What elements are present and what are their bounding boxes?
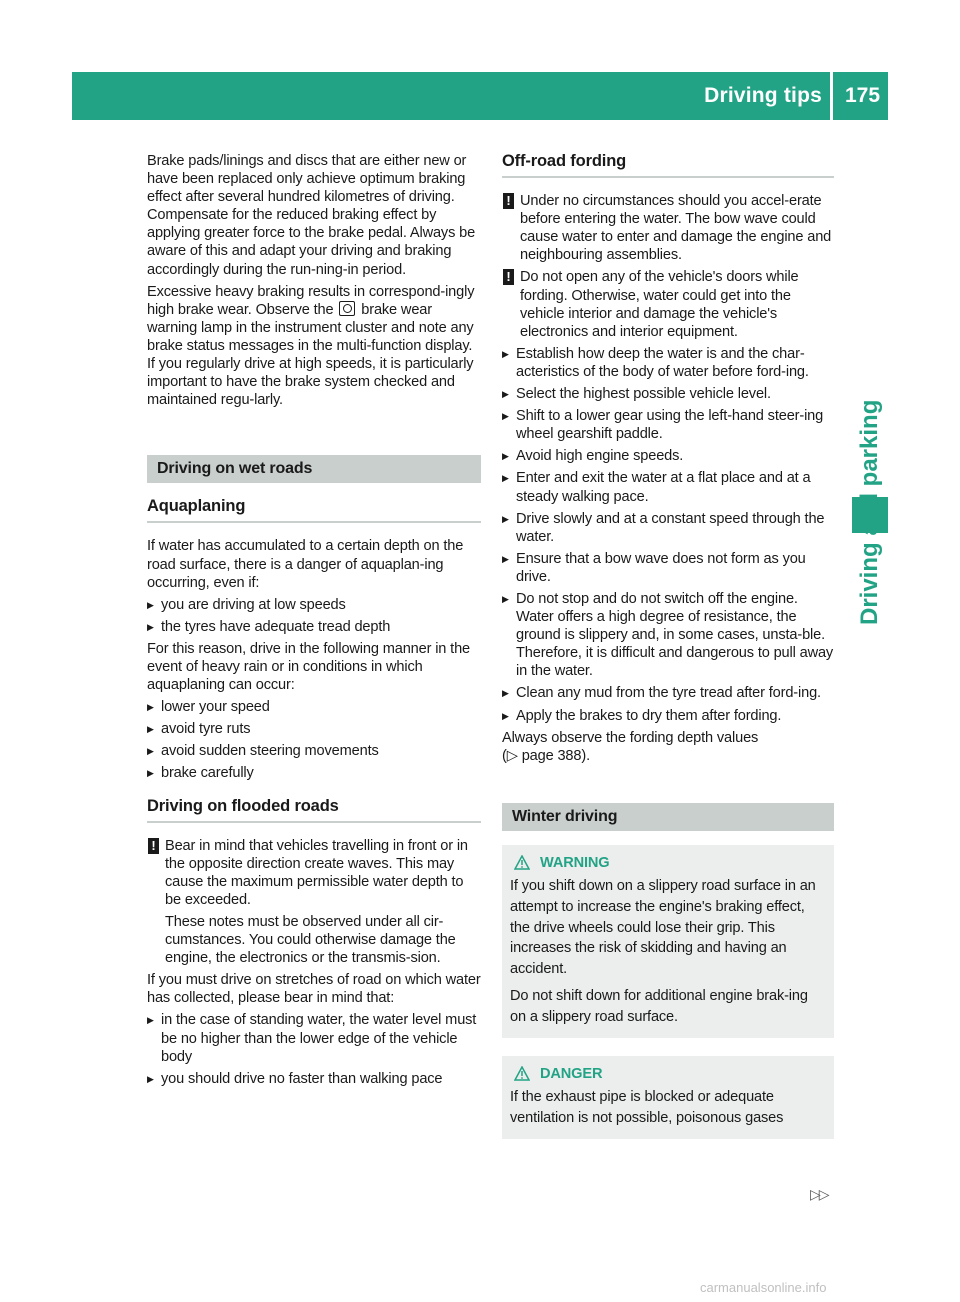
warning-heading: WARNING bbox=[510, 853, 826, 874]
list-item: ▶ avoid tyre ruts bbox=[147, 720, 481, 738]
header-separator bbox=[830, 72, 833, 120]
page-title: Driving tips bbox=[704, 84, 822, 107]
fording-note-doors: ! Do not open any of the vehicle's doors while fording. Otherwise, water could get into the vehicle interior and damage the vehicle's electronics and interior equipment. bbox=[502, 268, 834, 340]
continue-marker: ▷▷ bbox=[810, 1186, 828, 1202]
flooded-note-continued: These notes must be observed under all cir-cumstances. You could otherwise damage the engine, the electronics or the transmis-sion. bbox=[165, 914, 456, 967]
left-column bbox=[147, 152, 481, 1092]
brake-wear-lamp-icon bbox=[339, 301, 355, 316]
list-item: ▶ lower your speed bbox=[147, 698, 481, 716]
list-item: ▶ brake carefully bbox=[147, 764, 481, 782]
danger-heading: DANGER bbox=[510, 1064, 826, 1085]
warning-text: If you shift down on a slippery road surface in an attempt to increase the engine's braking effect, the drive wheels could lose their grip. This increases the risk of skidding and having an accident. bbox=[510, 877, 816, 978]
warning-triangle-icon bbox=[514, 855, 530, 870]
exclamation-icon: ! bbox=[503, 193, 514, 209]
warning-text-2: Do not shift down for additional engine brak-ing on a slippery road surface. bbox=[510, 988, 808, 1026]
flooded-note: ! Bear in mind that vehicles travelling in front or in the opposite direction create waves. This may cause the maximum permissible water depth to be exceeded. bbox=[147, 837, 481, 909]
brake-wear-paragraph: Excessive heavy braking results in correspond-ingly high brake wear. Observe the brake wear warning lamp in the instrument cluster and note any brake status messages in the multi-function display. If you regularly drive at high speeds, it is particularly important to have the brake system checked and maintained regu-larly. bbox=[147, 283, 475, 409]
side-tab-marker bbox=[852, 497, 888, 533]
side-tab-label bbox=[856, 245, 884, 625]
list-item: ▶ you should drive no faster than walking pace bbox=[147, 1070, 481, 1088]
list-item: ▶ the tyres have adequate tread depth bbox=[147, 618, 481, 636]
fording-reference: Always observe the fording depth values (▷ page 388). bbox=[502, 729, 759, 764]
list-item: ▶ Apply the brakes to dry them after fording. bbox=[502, 707, 834, 725]
warning-box bbox=[502, 845, 834, 1038]
list-item: ▶ Select the highest possible vehicle level. bbox=[502, 385, 834, 403]
page-reference-link[interactable]: (▷ page 388). bbox=[502, 747, 590, 764]
section-winter-driving: Winter driving bbox=[502, 803, 834, 831]
list-item: ▶ Ensure that a bow wave does not form as you drive. bbox=[502, 550, 834, 586]
page-number: 175 bbox=[845, 84, 881, 107]
list-item: ▶ Avoid high engine speeds. bbox=[502, 447, 834, 465]
heading-offroad-fording: Off-road fording bbox=[502, 152, 834, 178]
brake-pads-paragraph: Brake pads/linings and discs that are either new or have been replaced only achieve optimum braking effect after several hundred kilometres of driving. Compensate for the reduced braking effect by applying greater force to the brake pedal. Always be aware of this and adapt your driving and braking accordingly during the run-ning-in period. bbox=[147, 153, 476, 278]
watermark: carmanualsonline.info bbox=[700, 1280, 827, 1295]
list-item: ▶ you are driving at low speeds bbox=[147, 596, 481, 614]
danger-text: If the exhaust pipe is blocked or adequate ventilation is not possible, poisonous gases bbox=[510, 1088, 784, 1126]
section-wet-roads: Driving on wet roads bbox=[147, 455, 481, 483]
list-item: ▶ Clean any mud from the tyre tread after ford-ing. bbox=[502, 684, 834, 702]
list-item: ▶ Shift to a lower gear using the left-hand steer-ing wheel gearshift paddle. bbox=[502, 407, 834, 443]
heading-flooded-roads: Driving on flooded roads bbox=[147, 797, 481, 823]
list-item: ▶ Establish how deep the water is and the char-acteristics of the body of water before ford-ing. bbox=[502, 345, 834, 381]
aquaplaning-intro: If water has accumulated to a certain depth on the road surface, there is a danger of aquaplan-ing occurring, even if: bbox=[147, 538, 464, 591]
danger-box bbox=[502, 1056, 834, 1139]
list-item: ▶ Drive slowly and at a constant speed through the water. bbox=[502, 510, 834, 546]
heading-aquaplaning: Aquaplaning bbox=[147, 497, 481, 523]
exclamation-icon: ! bbox=[503, 269, 514, 285]
exclamation-icon: ! bbox=[148, 838, 159, 854]
warning-triangle-icon bbox=[514, 1066, 530, 1081]
list-item: ▶ Enter and exit the water at a flat place and at a steady walking pace. bbox=[502, 469, 834, 505]
list-item: ▶ Do not stop and do not switch off the engine. Water offers a high degree of resistance, the ground is slippery and, in some cases, unsta-ble. Therefore, it is difficult and dangerous to pull away in the water. bbox=[502, 590, 834, 680]
list-item: ▶ avoid sudden steering movements bbox=[147, 742, 481, 760]
flooded-paragraph: If you must drive on stretches of road on which water has collected, please bear in mind that: bbox=[147, 972, 481, 1007]
fording-note-accelerate: ! Under no circumstances should you accel-erate before entering the water. The bow wave could cause water to enter and damage the engine and neighbouring assemblies. bbox=[502, 192, 834, 264]
right-column bbox=[502, 152, 834, 1157]
list-item: ▶ in the case of standing water, the water level must be no higher than the lower edge of the vehicle body bbox=[147, 1011, 481, 1065]
aquaplaning-instructions: For this reason, drive in the following manner in the event of heavy rain or in conditions in which aquaplaning can occur: bbox=[147, 640, 471, 694]
